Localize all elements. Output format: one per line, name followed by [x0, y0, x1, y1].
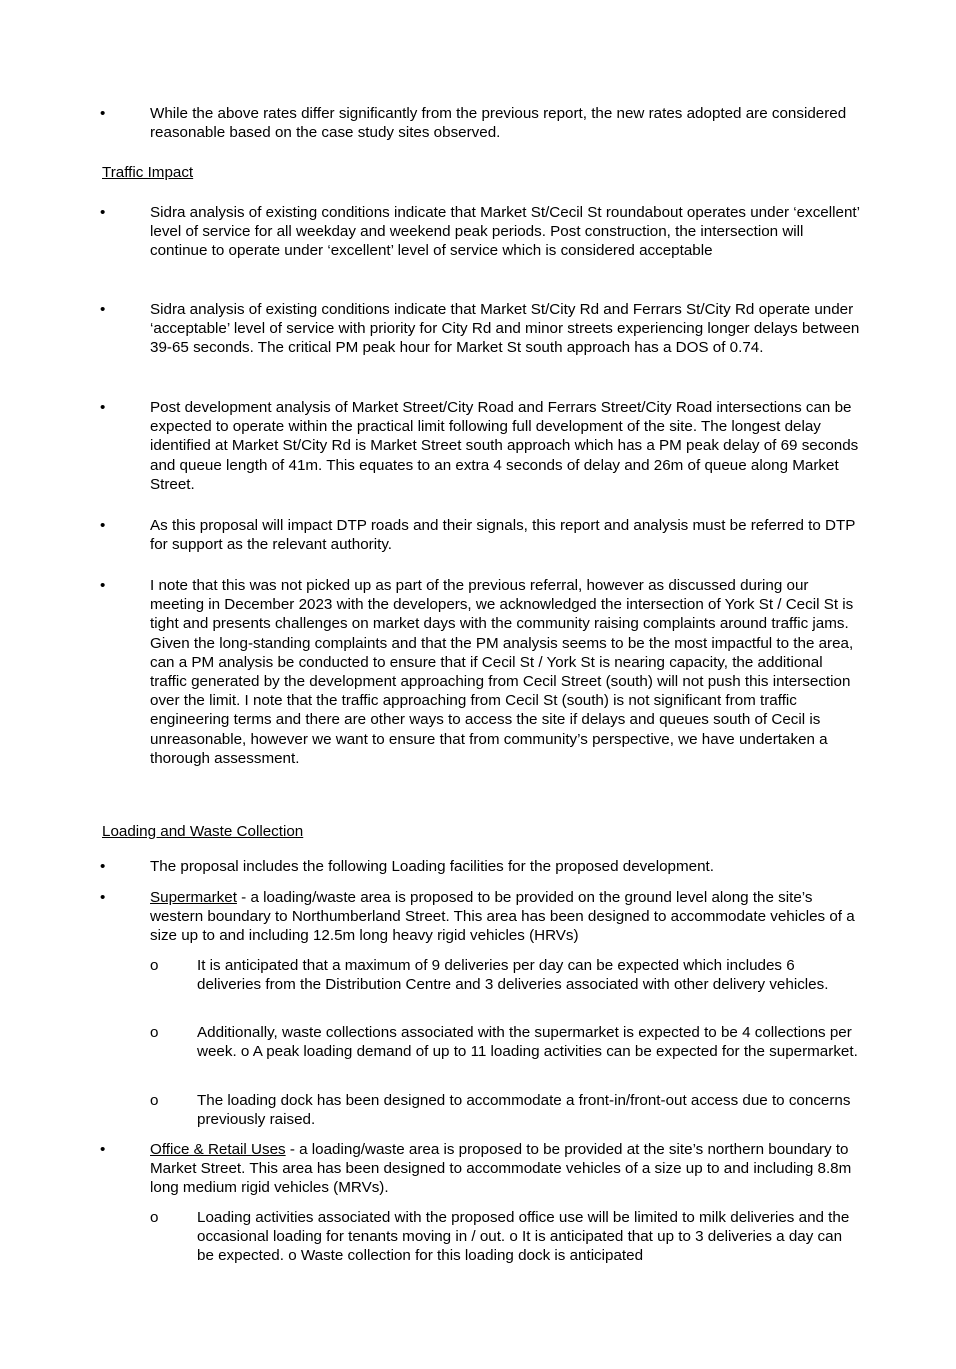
paragraph-text: As this proposal will impact DTP roads and their signals, this report and analysis must be referred to DTP for support as the relevant authority.	[150, 517, 856, 554]
paragraph-text: Post development analysis of Market Street/City Road and Ferrars Street/City Road intersections can be expected to operate within the practical limit following full development of the site. The longest delay identified at Market St/City Rd is Market Street south approach which has a PM peak delay of 69 seconds and queue length of 41m. This equates to an extra 4 seconds of delay and 26m of queue along Market Street.	[150, 399, 859, 493]
subbullet-marker	[150, 1023, 164, 1042]
heading-loading-waste: Loading and Waste Collection	[102, 823, 304, 840]
paragraph-text: The proposal includes the following Loading facilities for the proposed development.	[150, 858, 714, 875]
paragraph-text: It is anticipated that a maximum of 9 deliveries per day can be expected which includes 6 deliveries from the Distribution Centre and 3 deliveries associated with other delivery vehicles.	[197, 957, 829, 994]
heading-traffic-impact: Traffic Impact	[102, 164, 194, 181]
supermarket-label: Supermarket	[150, 889, 237, 906]
supermarket-text: - a loading/waste area is proposed to be provided on the ground level along the site’s western boundary to Northumberland Street. This area has been designed to accommodate vehicles of a size up to and including 12.5m long heavy rigid vehicles (HRVs)	[150, 889, 855, 945]
bullet-marker	[100, 888, 114, 907]
bullet-marker	[100, 300, 114, 319]
bullet-marker	[100, 516, 114, 535]
paragraph-text: The loading dock has been designed to accommodate a front-in/front-out access due to concerns previously raised.	[197, 1092, 851, 1129]
paragraph-text: Additionally, waste collections associated with the supermarket is expected to be 4 collections per week. o A peak loading demand of up to 11 loading activities can be expected for the supermarket.	[197, 1024, 858, 1061]
office-retail-text: - a loading/waste area is proposed to be provided at the site’s northern boundary to Market Street. This area has been designed to accommodate vehicles of a size up to and including 8.8m long medium rigid vehicles (MRVs).	[150, 1141, 852, 1197]
bullet-marker	[100, 1140, 114, 1159]
paragraph-text: Loading activities associated with the proposed office use will be limited to milk deliveries and the occasional loading for tenants moving in / out. o It is anticipated that up to 3 deliveries a day can be expected. o Waste collection for this loading dock is anticipated	[197, 1209, 850, 1265]
paragraph-text: Sidra analysis of existing conditions indicate that Market St/Cecil St roundabout operates under ‘excellent’ level of service for all weekday and weekend peak periods. Post construction, the intersection will continue to operate under ‘excellent’ level of service which is considered acceptable	[150, 204, 860, 260]
subbullet-marker	[150, 1091, 164, 1110]
subbullet-marker	[150, 956, 164, 975]
office-retail-label: Office & Retail Uses	[150, 1141, 286, 1158]
bullet-marker	[100, 203, 114, 222]
paragraph-text: I note that this was not picked up as part of the previous referral, however as discussed during our meeting in December 2023 with the developers, we acknowledged the intersection of York St / Cecil St is tight and presents challenges on market days with the community raising complaints around traffic jams. Given the long-standing complaints and that the PM analysis seems to be the most impactful to the area, can a PM analysis be conducted to ensure that if Cecil St / York St is nearing capacity, the additional traffic generated by the development approaching from Cecil Street (south) will not push this intersection over the limit. I note that the traffic approaching from Cecil St (south) is not significant from traffic engineering terms and there are other ways to access the site if delays and queues south of Cecil is unreasonable, however we want to ensure that from community’s perspective, we have undertaken a thorough assessment.	[150, 577, 854, 767]
bullet-marker	[100, 857, 114, 876]
paragraph-text	[150, 888, 862, 946]
paragraph-text: While the above rates differ significantly from the previous report, the new rates adopted are considered reasonable based on the case study sites observed.	[150, 105, 847, 142]
subbullet-marker	[150, 1208, 164, 1227]
paragraph-text	[150, 1140, 862, 1198]
bullet-marker	[100, 104, 114, 123]
bullet-marker	[100, 398, 114, 417]
bullet-marker	[100, 576, 114, 595]
paragraph-text: Sidra analysis of existing conditions indicate that Market St/City Rd and Ferrars St/City Rd operate under ‘acceptable’ level of service with priority for City Rd and minor streets experiencing longer delays between 39-65 seconds. The critical PM peak hour for Market St south approach has a DOS of 0.74.	[150, 301, 860, 357]
